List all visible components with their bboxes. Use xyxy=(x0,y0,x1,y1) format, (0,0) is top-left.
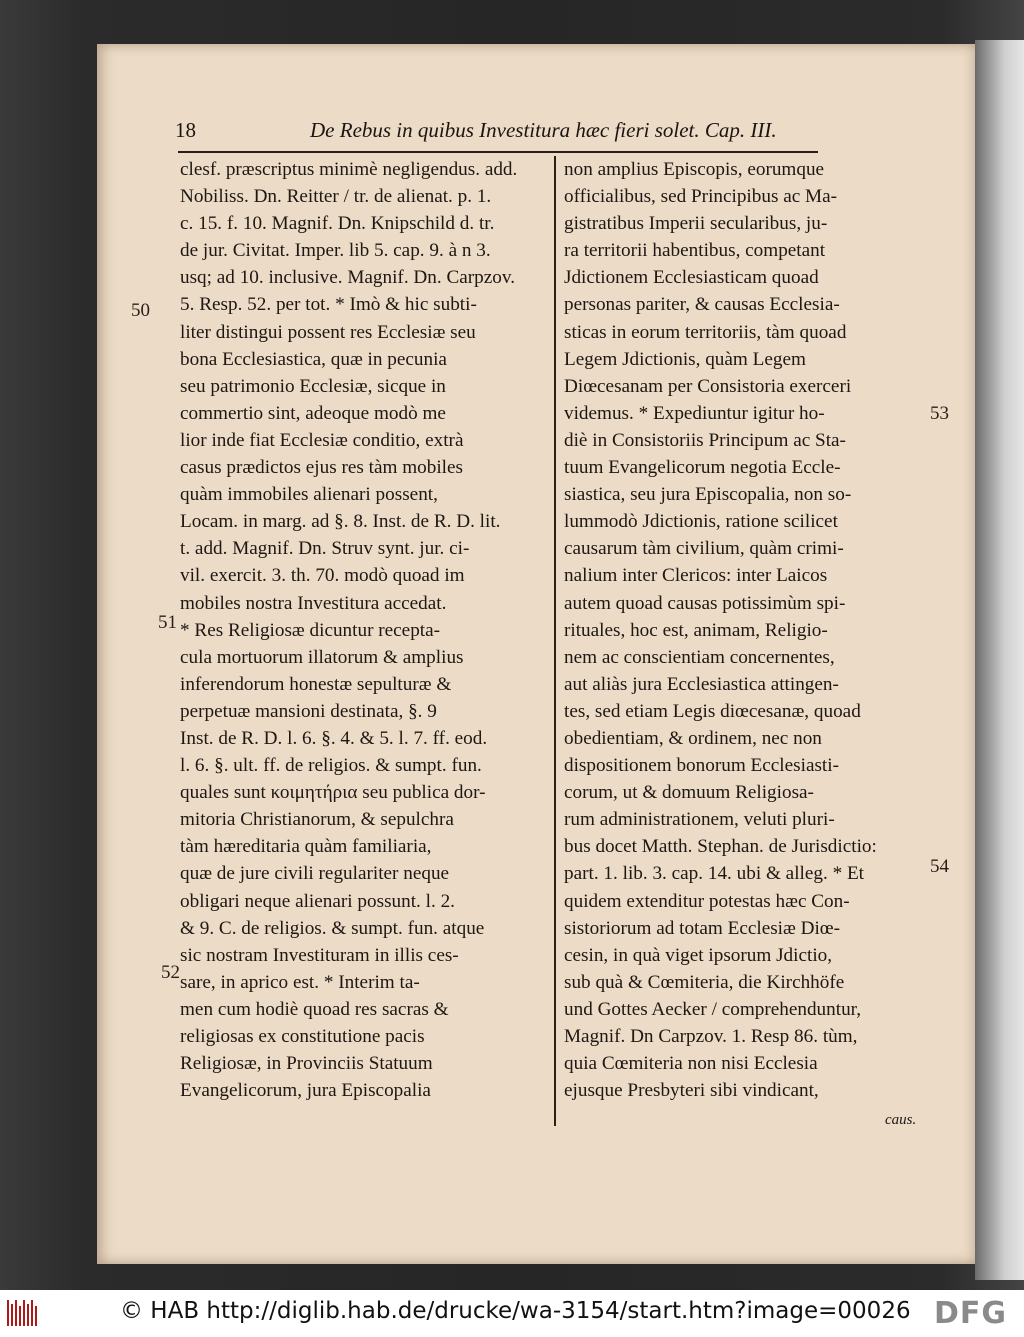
text-line: Evangelicorum, jura Episcopalia xyxy=(180,1080,431,1102)
running-title: De Rebus in quibus Investitura hæc fieri solet. Cap. III. xyxy=(310,118,777,142)
text-line: sic nostram Investituram in illis ces- xyxy=(180,944,459,966)
margin-number-50: 50 xyxy=(131,300,150,321)
text-line: quæ de jure civili regulariter neque xyxy=(180,863,450,885)
header-rule xyxy=(178,151,818,153)
text-line: aut aliàs jura Ecclesiastica attingen- xyxy=(564,673,839,695)
text-line: seu patrimonio Ecclesiæ, sicque in xyxy=(180,375,446,397)
text-line: l. 6. §. ult. ff. de religios. & sumpt. fun. xyxy=(180,755,482,777)
text-line: quales sunt κοιμητήρια seu publica dor- xyxy=(180,782,486,804)
text-line: obedientiam, & ordinem, nec non xyxy=(564,727,822,749)
text-line: cula mortuorum illatorum & amplius xyxy=(180,646,464,668)
column-divider xyxy=(554,156,556,1126)
text-line: t. add. Magnif. Dn. Struv synt. jur. ci- xyxy=(180,538,470,560)
text-line: c. 15. f. 10. Magnif. Dn. Knipschild d. tr. xyxy=(180,213,495,235)
text-line: Legem Jdictionis, quàm Legem xyxy=(564,348,806,370)
text-line: perpetuæ mansioni destinata, §. 9 xyxy=(180,700,437,722)
text-line: commertio sint, adeoque modò me xyxy=(180,402,446,424)
text-line: sistoriorum ad totam Ecclesiæ Diœ- xyxy=(564,917,841,939)
text-line: mitoria Christianorum, & sepulchra xyxy=(180,809,454,831)
text-line: obligari neque alienari possunt. l. 2. xyxy=(180,890,455,912)
text-line: gistratibus Imperii secularibus, ju- xyxy=(564,213,828,235)
text-line: quidem extenditur potestas hæc Con- xyxy=(564,890,850,912)
margin-number-51: 51 xyxy=(158,612,177,633)
text-line: diè in Consistoriis Principum ac Sta- xyxy=(564,429,846,451)
dfg-logo: DFG xyxy=(934,1296,1008,1331)
text-line: ra territorii habentibus, competant xyxy=(564,240,826,262)
text-line: ejusque Presbyteri sibi vindicant, xyxy=(564,1080,819,1102)
text-line: Inst. de R. D. l. 6. §. 4. & 5. l. 7. ff. eod. xyxy=(180,727,488,749)
text-line: part. 1. lib. 3. cap. 14. ubi & alleg. * Et xyxy=(564,863,865,885)
right-text-column xyxy=(564,156,934,1104)
margin-number-54: 54 xyxy=(930,856,949,877)
text-line: cesin, in quà viget ipsorum Jdictio, xyxy=(564,944,833,966)
text-line: nalium inter Clericos: inter Laicos xyxy=(564,565,828,587)
text-line: sare, in aprico est. * Interim ta- xyxy=(180,971,420,993)
text-line: inferendorum honestæ sepulturæ & xyxy=(180,673,452,695)
text-line: religiosas ex constitutione pacis xyxy=(180,1026,425,1047)
text-line: videmus. * Expediuntur igitur ho- xyxy=(564,402,825,424)
text-line: & 9. C. de religios. & sumpt. fun. atque xyxy=(180,917,485,939)
text-line: lummodò Jdictionis, ratione scilicet xyxy=(564,511,838,533)
running-header xyxy=(175,118,815,150)
margin-number-52: 52 xyxy=(161,962,180,983)
text-line: rum administrationem, veluti pluri- xyxy=(564,809,835,831)
page-number: 18 xyxy=(175,118,196,142)
text-line: vil. exercit. 3. th. 70. modò quoad im xyxy=(180,565,465,587)
catchword: caus. xyxy=(885,1112,917,1128)
text-line: bus docet Matth. Stephan. de Jurisdictio: xyxy=(564,836,877,858)
text-line: quàm immobiles alienari possent, xyxy=(180,484,438,506)
text-line: siastica, seu jura Episcopalia, non so- xyxy=(564,484,852,506)
text-line: sub quà & Cœmiteria, die Kirchhöfe xyxy=(564,971,845,993)
text-line: casus prædictos ejus res tàm mobiles xyxy=(180,457,463,479)
book-page-edges xyxy=(975,40,1024,1280)
text-line: mobiles nostra Investitura accedat. xyxy=(180,592,447,614)
text-line: und Gottes Aecker / comprehenduntur, xyxy=(564,998,862,1020)
text-line: Religiosæ, in Provinciis Statuum xyxy=(180,1053,433,1075)
text-line: bona Ecclesiastica, quæ in pecunia xyxy=(180,348,447,370)
text-line: tuum Evangelicorum negotia Eccle- xyxy=(564,457,841,479)
text-line: autem quoad causas potissimùm spi- xyxy=(564,592,846,614)
text-line: non amplius Episcopis, eorumque xyxy=(564,159,825,180)
viewer-footer xyxy=(0,1290,1024,1337)
text-line: quia Cœmiteria non nisi Ecclesia xyxy=(564,1053,818,1075)
text-line: corum, ut & domuum Religiosa- xyxy=(564,782,814,804)
left-text-column xyxy=(180,156,550,1104)
text-line: rituales, hoc est, animam, Religio- xyxy=(564,619,828,641)
text-line: officialibus, sed Principibus ac Ma- xyxy=(564,186,838,208)
text-line: clesf. præscriptus minimè negligendus. add. xyxy=(180,159,518,180)
text-line: men cum hodiè quoad res sacras & xyxy=(180,998,449,1020)
text-line: nem ac conscientiam concernentes, xyxy=(564,646,835,668)
text-line: dispositionem bonorum Ecclesiasti- xyxy=(564,755,839,777)
margin-number-53: 53 xyxy=(930,403,949,424)
text-line: Locam. in marg. ad §. 8. Inst. de R. D. lit. xyxy=(180,511,501,533)
text-line: tes, sed etiam Legis diœcesanæ, quoad xyxy=(564,700,861,722)
text-line: Magnif. Dn Carpzov. 1. Resp 86. tùm, xyxy=(564,1026,858,1047)
text-line: tàm hæreditaria quàm familiaria, xyxy=(180,836,432,858)
text-line: de jur. Civitat. Imper. lib 5. cap. 9. à n 3. xyxy=(180,240,491,262)
text-line: * Res Religiosæ dicuntur recepta- xyxy=(180,619,441,641)
text-line: 5. Resp. 52. per tot. * Imò & hic subti- xyxy=(180,294,477,316)
copyright-link[interactable]: © HAB http://diglib.hab.de/drucke/wa-3154/start.htm?image=00026 xyxy=(120,1298,911,1324)
text-line: Diœcesanam per Consistoria exerceri xyxy=(564,375,852,397)
text-line: lior inde fiat Ecclesiæ conditio, extrà xyxy=(180,429,464,451)
text-line: liter distingui possent res Ecclesiæ seu xyxy=(180,321,476,343)
text-line: Nobiliss. Dn. Reitter / tr. de alienat. p. 1. xyxy=(180,186,492,208)
text-line: sticas in eorum territoriis, tàm quoad xyxy=(564,321,847,343)
text-line: causarum tàm civilium, quàm crimi- xyxy=(564,538,844,560)
text-line: personas pariter, & causas Ecclesia- xyxy=(564,294,840,316)
text-line: usq; ad 10. inclusive. Magnif. Dn. Carpzov. xyxy=(180,267,516,289)
hab-barcode-icon xyxy=(6,1298,40,1328)
text-line: Jdictionem Ecclesiasticam quoad xyxy=(564,267,819,289)
